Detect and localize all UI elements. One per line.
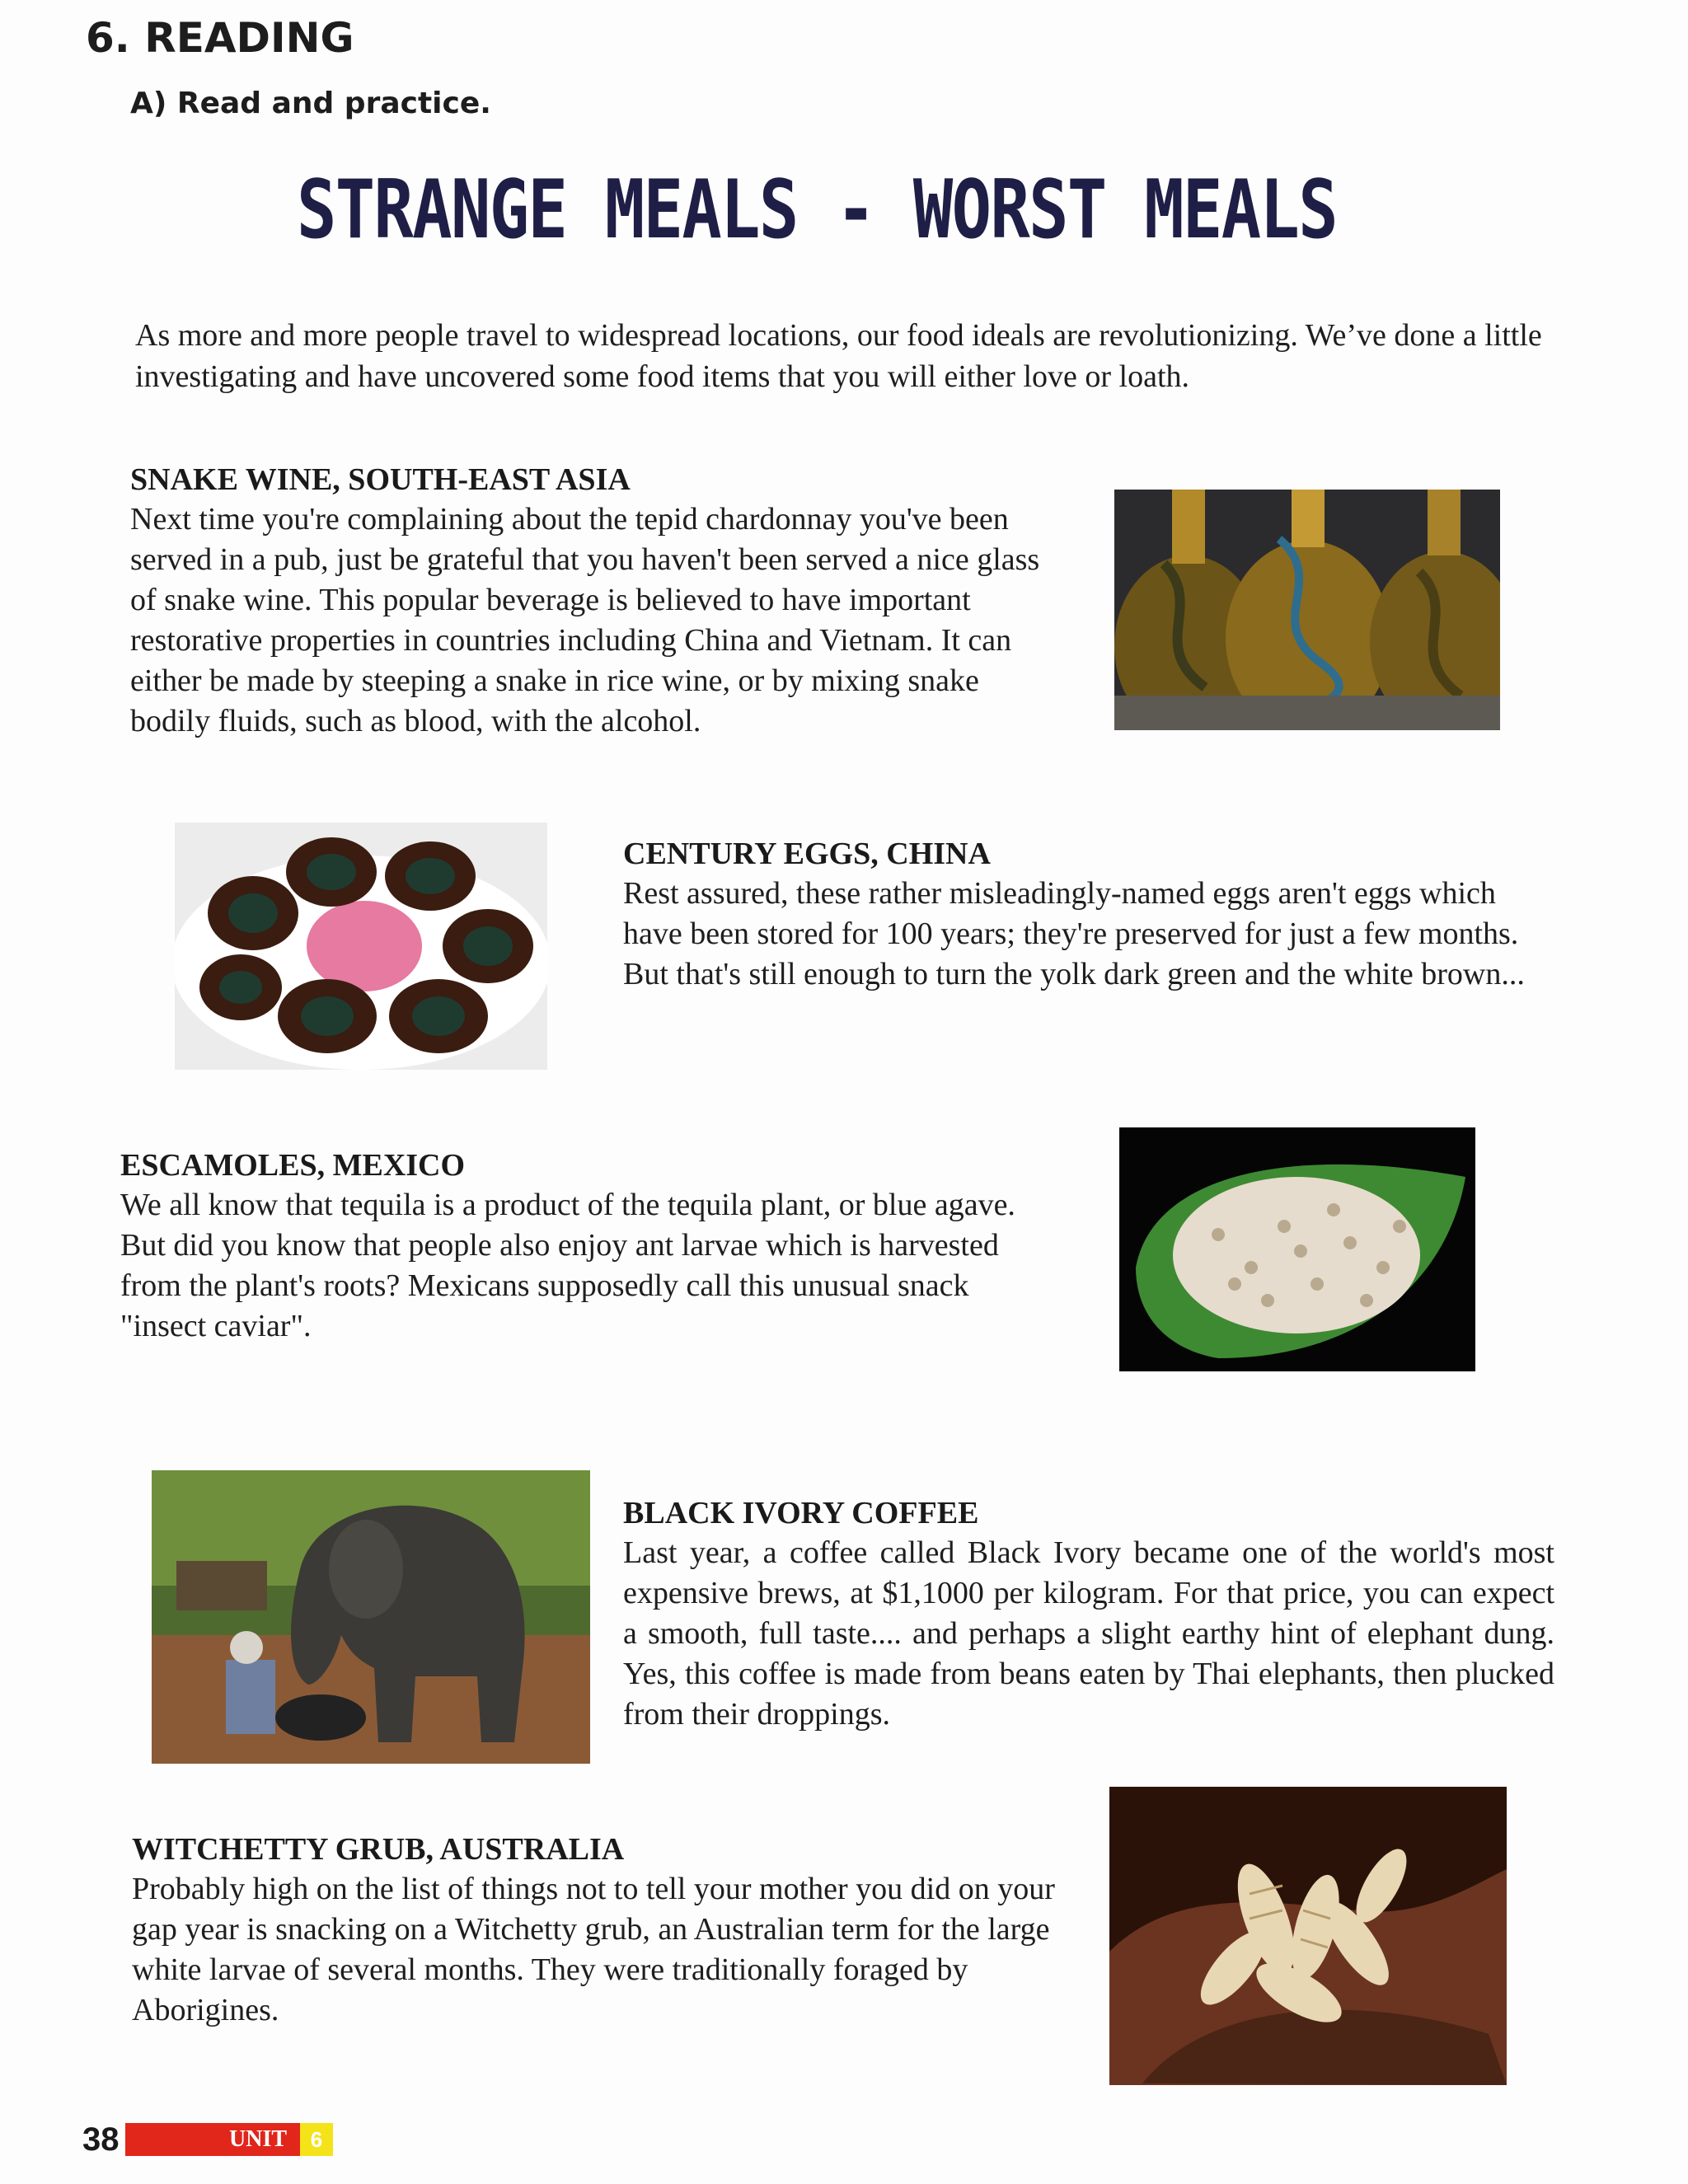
article-witchetty-grub [132, 1830, 1071, 2031]
section-title: 6. READING [86, 14, 354, 62]
article-body: Last year, a coffee called Black Ivory became one of the world's most expensive brews, at $1,1000 per kilogram. For that price, you can expect a smooth, full taste.... and perhaps a slight earthy hint of elephant dung. Yes, this coffee is made from beans eaten by Thai elephants, then plucked from their droppings. [623, 1535, 1554, 1732]
snake-wine-photo [1114, 490, 1500, 730]
article-body: Next time you're complaining about the tepid chardonnay you've been served in a pub, just be grateful that you haven't been served a nice glass of snake wine. This popular beverage is believed to have important restorative properties in countries including China and Vietnam. It can either be made by steeping a snake in rice wine, or by mixing snake bodily fluids, such as blood, with the alcohol. [130, 502, 1040, 738]
article-title: WITCHETTY GRUB, AUSTRALIA [132, 1832, 625, 1867]
black-ivory-coffee-photo [152, 1470, 590, 1764]
article-title: ESCAMOLES, MEXICO [120, 1148, 466, 1183]
instruction: A) Read and practice. [130, 87, 491, 120]
unit-label: UNIT [229, 2126, 288, 2152]
article-century-eggs [623, 834, 1554, 995]
unit-number: 6 [300, 2123, 333, 2156]
page-number: 38 [82, 2121, 120, 2158]
century-eggs-photo [175, 823, 547, 1070]
article-escamoles [120, 1146, 1052, 1347]
article-title: CENTURY EGGS, CHINA [623, 837, 991, 871]
article-body: Rest assured, these rather misleadingly-named eggs aren't eggs which have been stored for 100 years; they're preserved for just a few months. But that's still enough to turn the yolk dark green and the white brown... [623, 876, 1525, 991]
escamoles-photo [1119, 1127, 1475, 1371]
witchetty-grub-photo [1109, 1787, 1507, 2085]
article-snake-wine [130, 460, 1053, 742]
intro-paragraph: As more and more people travel to widespread locations, our food ideals are revolutionizing. We’ve done a little investigating and have uncovered some food items that you will either love or loath. [135, 318, 1542, 394]
article-title: BLACK IVORY COFFEE [623, 1496, 979, 1530]
article-black-ivory-coffee [623, 1493, 1554, 1735]
article-body: We all know that tequila is a product of the tequila plant, or blue agave. But did you know that people also enjoy ant larvae which is harvested from the plant's roots? Mexicans supposedly call this unusual snack "insect caviar". [120, 1188, 1015, 1343]
article-body: Probably high on the list of things not to tell your mother you did on your gap year is snacking on a Witchetty grub, an Australian term for the large white larvae of several months. They were traditionally foraged by Aborigines. [132, 1872, 1055, 2027]
article-title: SNAKE WINE, SOUTH-EAST ASIA [130, 462, 631, 497]
main-title: STRANGE MEALS - WORST MEALS [297, 163, 1338, 257]
